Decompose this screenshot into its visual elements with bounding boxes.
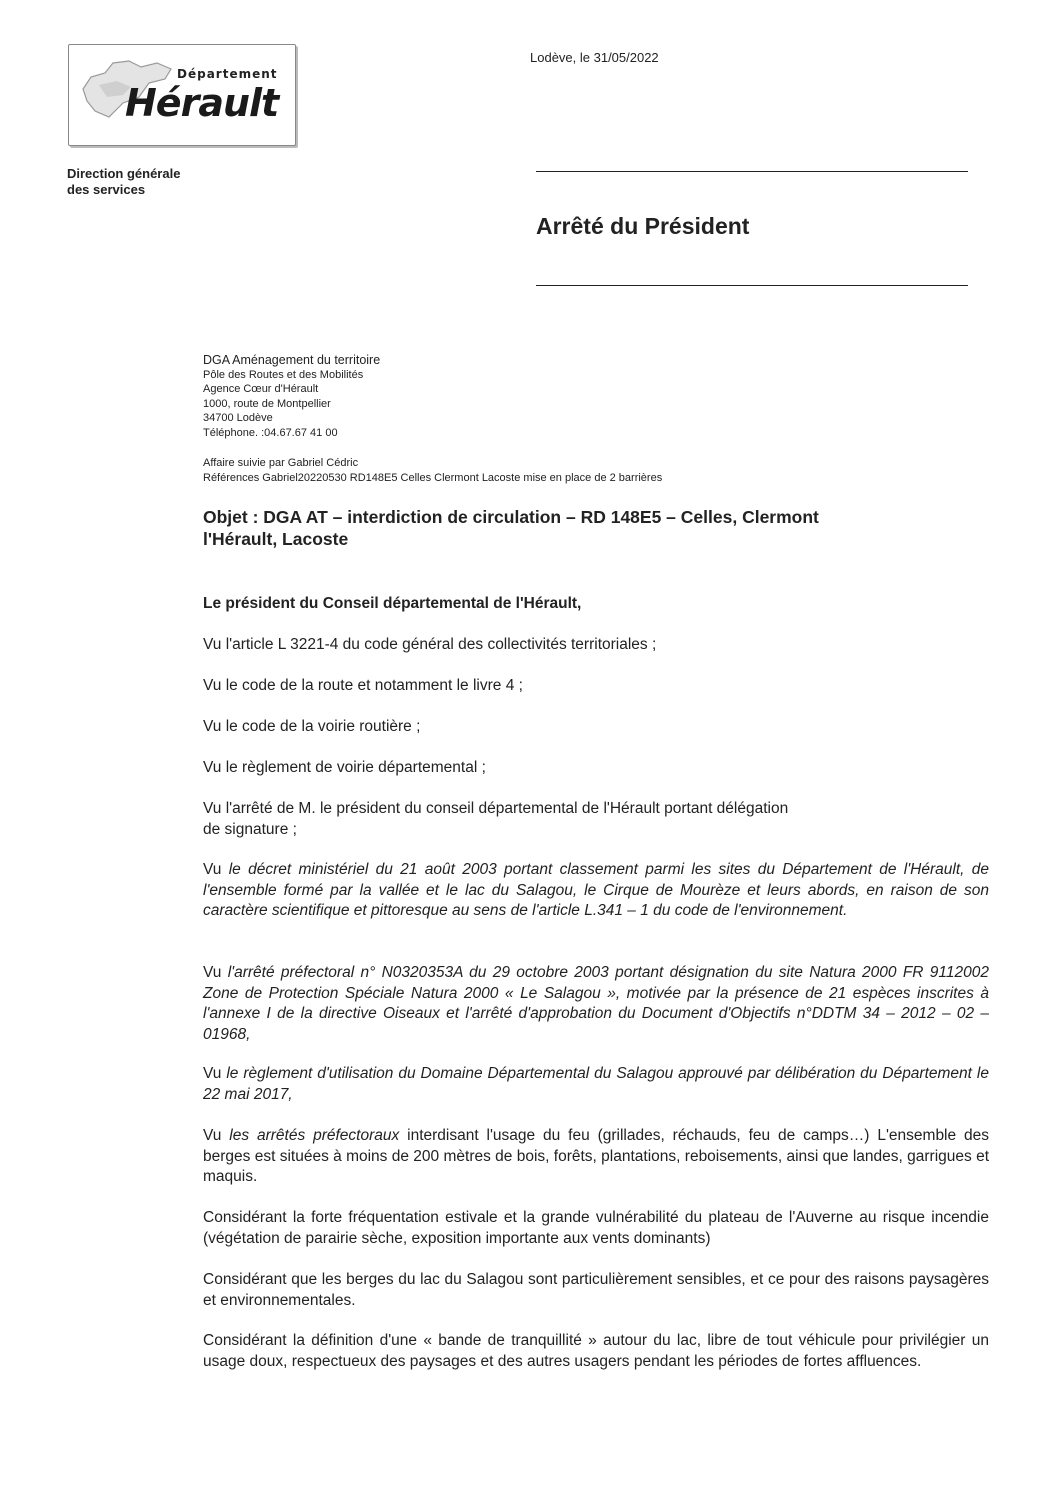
logo-department-label: Département (177, 67, 278, 81)
vu-paragraph (203, 1064, 989, 1105)
department-logo (68, 44, 296, 146)
service-line: 1000, route de Montpellier (203, 397, 331, 410)
considerant-paragraph: Considérant que les berges du lac du Salagou sont particulièrement sensibles, et ce pour des raisons paysagères et environnementales. (203, 1271, 989, 1309)
vu-paragraph (203, 1126, 989, 1188)
service-line: Téléphone. :04.67.67 41 00 (203, 426, 338, 439)
vu-text: le décret ministériel du 21 août 2003 portant classement parmi les sites du Département de l'Hérault, de l'ensemble formé par la vallée et le lac du Salagou, le Cirque de Mourèze et leurs abords, en raison de son caractère scientifique et pittoresque au sens de l'article L.341 – 1 du code de l'environnement. (203, 861, 989, 919)
objet-heading (203, 506, 963, 550)
affaire-block (203, 456, 662, 485)
president-heading: Le président du Conseil départemental de l'Hérault, (203, 595, 582, 612)
vu-text: le règlement d'utilisation du Domaine Départemental du Salagou approuvé par délibération du Département le 22 mai 2017, (203, 1065, 989, 1103)
date-line: Lodève, le 31/05/2022 (530, 50, 659, 65)
considerant-paragraph: Considérant la forte fréquentation estivale et la grande vulnérabilité du plateau de l'Auverne au risque incendie (végétation de parairie sèche, exposition importante aux vents dominants) (203, 1209, 989, 1247)
vu-text: l'arrêté préfectoral n° N0320353A du 29 octobre 2003 portant désignation du site Natura 2000 FR 9112002 Zone de Protection Spéciale Natura 2000 « Le Salagou », motivée par la présence de 21 espèces inscrites à l'annexe I de la directive Oiseaux et l'arrêté d'approbation du Document d'Objectifs n°DDTM 34 – 2012 – 02 – 01968, (203, 964, 989, 1043)
direction-generale (67, 166, 180, 198)
vu-text-italic: les arrêtés préfectoraux (229, 1127, 400, 1144)
considerant-paragraph: Considérant la définition d'une « bande de tranquillité » autour du lac, libre de tout véhicule pour privilégier un usage doux, respectueux des paysages et des autres usagers pendant les périodes de fortes affluences. (203, 1332, 989, 1370)
vu-paragraph (203, 799, 989, 840)
title-rule-top (536, 171, 968, 172)
service-line: 34700 Lodève (203, 412, 273, 424)
vu-paragraph: Vu l'article L 3221-4 du code général des collectivités territoriales ; (203, 636, 657, 653)
logo-herault-label: Hérault (125, 81, 279, 125)
service-address-block (203, 353, 380, 440)
service-line: DGA Aménagement du territoire (203, 353, 381, 367)
vu-paragraph: Vu le règlement de voirie départemental ; (203, 759, 486, 776)
vu-prefix: Vu (203, 964, 228, 981)
service-line: Pôle des Routes et des Mobilités (203, 368, 364, 381)
vu-prefix: Vu (203, 1065, 227, 1082)
vu-text: interdisant l'usage du feu (grillades, réchauds, feu de camps…) L'ensemble des berges est situées à moins de 200 mètres de bois, forêts, plantations, reboisements, ainsi que landes, garrigues et maquis. (203, 1127, 989, 1185)
service-line: Agence Cœur d'Hérault (203, 383, 319, 395)
vu-paragraph: Vu le code de la route et notamment le livre 4 ; (203, 677, 523, 694)
references-line: Références Gabriel20220530 RD148E5 Celles Clermont Lacoste mise en place de 2 barrières (203, 471, 663, 484)
title-rule-bottom (536, 285, 968, 286)
vu-prefix: Vu (203, 861, 229, 878)
page-title: Arrêté du Président (536, 213, 750, 239)
objet-line: Objet : DGA AT – interdiction de circulation – RD 148E5 – Celles, Clermont (203, 507, 819, 527)
affaire-line: Affaire suivie par Gabriel Cédric (203, 457, 359, 469)
objet-line: l'Hérault, Lacoste (203, 529, 349, 549)
vu-line: Vu l'arrêté de M. le président du conseil départemental de l'Hérault portant délégation (203, 800, 789, 817)
vu-paragraph: Vu le code de la voirie routière ; (203, 718, 421, 735)
direction-line: des services (67, 182, 146, 197)
vu-paragraph (203, 860, 989, 922)
vu-prefix: Vu (203, 1127, 230, 1144)
vu-line: de signature ; (203, 820, 297, 838)
direction-line: Direction générale (67, 166, 181, 181)
vu-paragraph (203, 963, 989, 1045)
